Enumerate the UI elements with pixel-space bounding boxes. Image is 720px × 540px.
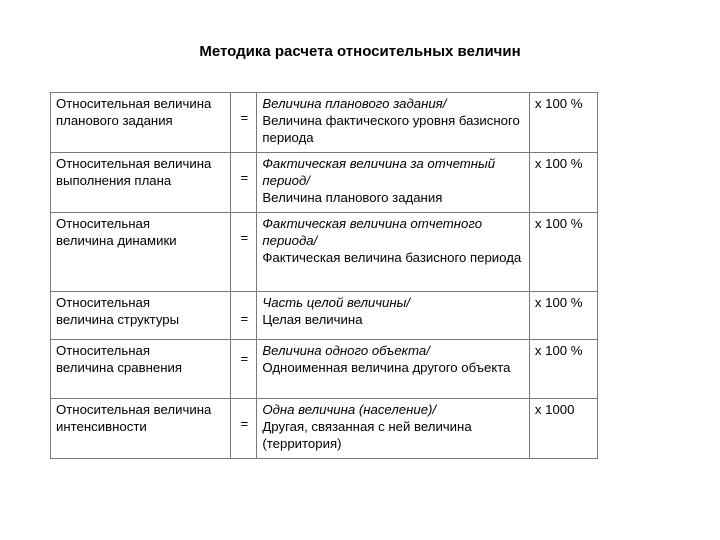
multiplier: x 1000 (529, 399, 597, 459)
multiplier: x 100 % (529, 93, 597, 153)
formula-cell (257, 93, 529, 153)
equals-cell (231, 153, 257, 213)
table-row (51, 153, 598, 213)
equals-cell (231, 292, 257, 340)
formula-denominator: Другая, связанная с ней величина (территория) (262, 419, 472, 451)
equals-cell (231, 213, 257, 292)
equals-sign: = (240, 351, 249, 366)
equals-sign: = (240, 311, 249, 326)
formula-numerator: Фактическая величина отчетного периода/ (262, 216, 483, 248)
indicator-name: Относительная величина структуры (51, 292, 231, 340)
formula-denominator: Величина планового задания (262, 190, 443, 205)
methodology-table (50, 92, 598, 459)
formula-numerator: Величина одного объекта/ (262, 343, 430, 358)
indicator-name: Относительная величина сравнения (51, 340, 231, 399)
page-title: Методика расчета относительных величин (199, 43, 521, 60)
formula-numerator: Величина планового задания/ (262, 96, 447, 111)
table-row (51, 93, 598, 153)
formula-cell (257, 153, 529, 213)
equals-sign: = (240, 170, 249, 185)
table-row (51, 292, 598, 340)
equals-sign: = (240, 230, 249, 245)
formula-numerator: Часть целой величины/ (262, 295, 411, 310)
formula-cell (257, 340, 529, 399)
indicator-name: Относительная величина планового задания (51, 93, 231, 153)
table-row (51, 399, 598, 459)
formula-denominator: Величина фактического уровня базисного периода (262, 113, 520, 145)
multiplier: x 100 % (529, 213, 597, 292)
table-row (51, 340, 598, 399)
multiplier: x 100 % (529, 292, 597, 340)
formula-numerator: Фактическая величина за отчетный период/ (262, 156, 496, 188)
formula-cell (257, 292, 529, 340)
equals-sign: = (240, 110, 249, 125)
indicator-name: Относительная величина выполнения плана (51, 153, 231, 213)
equals-cell (231, 340, 257, 399)
table-row (51, 213, 598, 292)
multiplier: x 100 % (529, 340, 597, 399)
indicator-name: Относительная величина интенсивности (51, 399, 231, 459)
formula-denominator: Одноименная величина другого объекта (262, 360, 511, 375)
formula-denominator: Фактическая величина базисного периода (262, 250, 522, 265)
formula-denominator: Целая величина (262, 312, 363, 327)
formula-numerator: Одна величина (население)/ (262, 402, 437, 417)
multiplier: x 100 % (529, 153, 597, 213)
equals-cell (231, 93, 257, 153)
equals-cell (231, 399, 257, 459)
equals-sign: = (240, 416, 249, 431)
formula-cell (257, 213, 529, 292)
formula-cell (257, 399, 529, 459)
indicator-name: Относительная величина динамики (51, 213, 231, 292)
